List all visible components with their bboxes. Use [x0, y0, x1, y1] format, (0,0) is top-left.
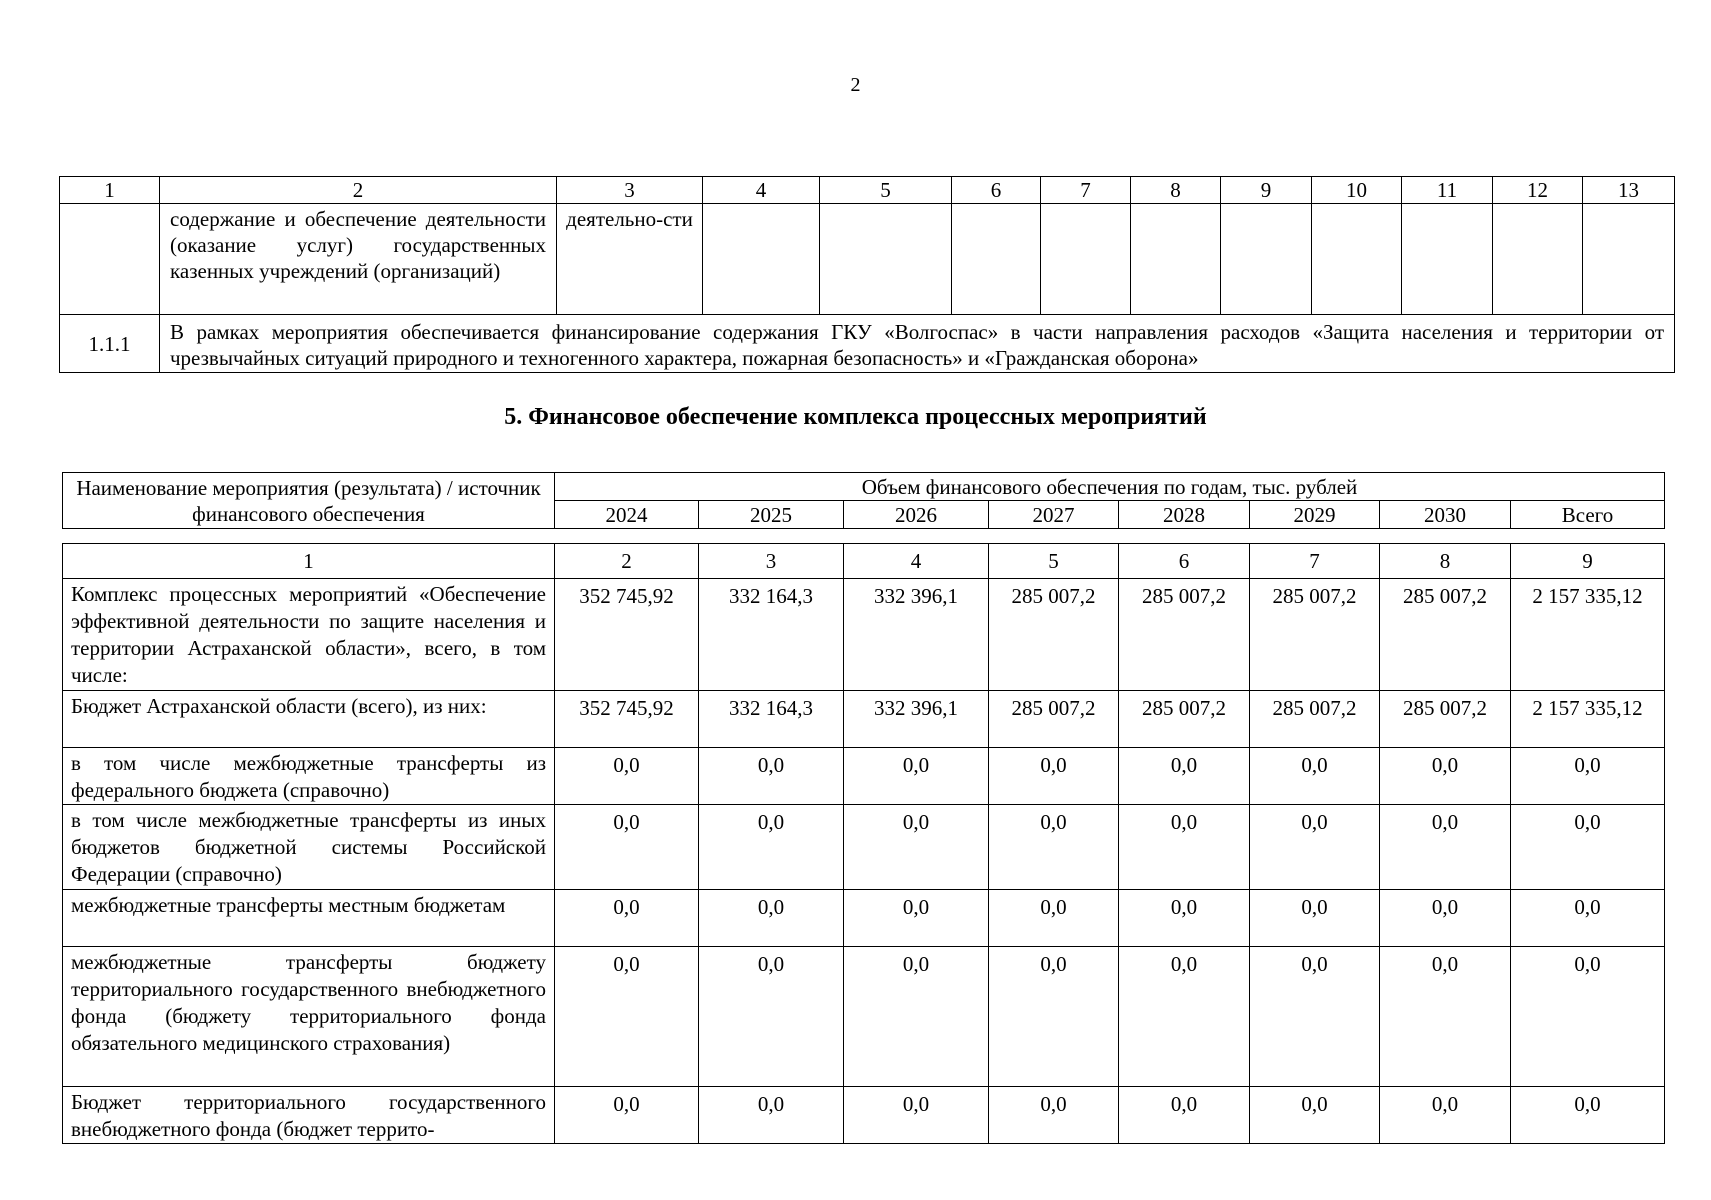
table1-col-number: 1	[60, 177, 160, 204]
funding-source-name-cell: в том числе межбюджетные трансферты из иных бюджетов бюджетной системы Российской Федерации (справочно)	[63, 805, 555, 890]
year-value-cell: 0,0	[844, 1087, 989, 1144]
total-value-cell: 0,0	[1511, 1087, 1665, 1144]
table1-col-number: 4	[703, 177, 820, 204]
funding-source-name-cell: межбюджетные трансферты местным бюджетам	[63, 890, 555, 947]
table-cell-empty	[703, 204, 820, 315]
year-value-cell: 285 007,2	[1250, 579, 1380, 691]
table-row	[63, 579, 1665, 691]
column-number-cell: 5	[989, 544, 1119, 579]
column-number-cell: 1	[63, 544, 555, 579]
year-value-cell: 0,0	[1380, 1087, 1511, 1144]
section-title: 5. Финансовое обеспечение комплекса процессных мероприятий	[504, 404, 1207, 430]
year-value-cell: 0,0	[989, 748, 1119, 805]
table1-col-number: 12	[1493, 177, 1583, 204]
year-value-cell: 285 007,2	[1119, 691, 1250, 748]
year-value-cell: 0,0	[844, 947, 989, 1087]
year-value-cell: 0,0	[1119, 947, 1250, 1087]
financing-header-row-1	[63, 473, 1665, 501]
year-value-cell: 332 396,1	[844, 691, 989, 748]
table-cell-empty	[1221, 204, 1312, 315]
year-value-cell: 0,0	[1380, 748, 1511, 805]
year-value-cell: 0,0	[555, 947, 699, 1087]
year-value-cell: 0,0	[1250, 1087, 1380, 1144]
year-value-cell: 0,0	[1119, 805, 1250, 890]
total-value-cell: 2 157 335,12	[1511, 691, 1665, 748]
table1-col-number: 3	[557, 177, 703, 204]
row-number-cell: 1.1.1	[60, 315, 160, 373]
total-value-cell: 0,0	[1511, 805, 1665, 890]
year-value-cell: 0,0	[1119, 1087, 1250, 1144]
page-number: 2	[850, 74, 861, 96]
table1-col-number: 10	[1312, 177, 1402, 204]
year-value-cell: 0,0	[1380, 947, 1511, 1087]
table-cell-empty	[1583, 204, 1675, 315]
year-value-cell: 0,0	[1380, 805, 1511, 890]
year-header-cell: 2030	[1380, 501, 1511, 529]
table-cell-empty	[1312, 204, 1402, 315]
year-value-cell: 285 007,2	[1380, 691, 1511, 748]
year-value-cell: 332 396,1	[844, 579, 989, 691]
year-value-cell: 0,0	[1250, 890, 1380, 947]
column-number-cell: 9	[1511, 544, 1665, 579]
table-row	[63, 691, 1665, 748]
row-description-cell: В рамках мероприятия обеспечивается финансирование содержания ГКУ «Волгоспас» в части направления расходов «Защита населения и территории от чрезвычайных ситуаций природного и техногенного характера, пожарная безопасность» и «Гражданская оборона»	[160, 315, 1675, 373]
table-cell-empty	[1131, 204, 1221, 315]
year-value-cell: 332 164,3	[699, 691, 844, 748]
year-value-cell: 0,0	[1119, 748, 1250, 805]
table-cell-empty	[820, 204, 952, 315]
year-value-cell: 0,0	[699, 805, 844, 890]
year-value-cell: 0,0	[989, 805, 1119, 890]
table-cell-empty	[1493, 204, 1583, 315]
total-header-cell: Всего	[1511, 501, 1665, 529]
year-header-cell: 2025	[699, 501, 844, 529]
year-value-cell: 332 164,3	[699, 579, 844, 691]
year-header-cell: 2024	[555, 501, 699, 529]
year-value-cell: 0,0	[989, 890, 1119, 947]
year-header-cell: 2029	[1250, 501, 1380, 529]
name-header-cell: Наименование мероприятия (результата) / источник финансового обеспечения	[63, 473, 555, 529]
table1-col-number: 11	[1402, 177, 1493, 204]
year-value-cell: 0,0	[555, 890, 699, 947]
activity-description-cell: содержание и обеспечение деятельности (оказание услуг) государственных казенных учреждений (организаций)	[160, 204, 557, 315]
financing-table	[62, 543, 1665, 1144]
year-value-cell: 285 007,2	[1119, 579, 1250, 691]
funding-source-name-cell: в том числе межбюджетные трансферты из федерального бюджета (справочно)	[63, 748, 555, 805]
year-value-cell: 0,0	[555, 748, 699, 805]
funding-source-name-cell: Бюджет Астраханской области (всего), из них:	[63, 691, 555, 748]
activity-type-cell: деятельно-сти	[557, 204, 703, 315]
year-header-cell: 2026	[844, 501, 989, 529]
year-value-cell: 0,0	[844, 805, 989, 890]
year-value-cell: 0,0	[989, 947, 1119, 1087]
year-value-cell: 0,0	[844, 748, 989, 805]
table-cell-empty	[952, 204, 1041, 315]
table1-row-continuation	[60, 204, 1675, 315]
year-value-cell: 0,0	[1119, 890, 1250, 947]
table-row	[63, 947, 1665, 1087]
year-value-cell: 352 745,92	[555, 579, 699, 691]
table1-row-1-1-1	[60, 315, 1675, 373]
table1-col-number: 2	[160, 177, 557, 204]
year-value-cell: 0,0	[699, 1087, 844, 1144]
column-number-cell: 6	[1119, 544, 1250, 579]
year-value-cell: 285 007,2	[989, 579, 1119, 691]
table1-col-number: 6	[952, 177, 1041, 204]
year-value-cell: 0,0	[699, 748, 844, 805]
table1-col-number: 8	[1131, 177, 1221, 204]
year-value-cell: 0,0	[844, 890, 989, 947]
year-header-cell: 2027	[989, 501, 1119, 529]
table-row	[63, 1087, 1665, 1144]
volume-header-cell: Объем финансового обеспечения по годам, тыс. рублей	[555, 473, 1665, 501]
year-value-cell: 0,0	[555, 1087, 699, 1144]
year-value-cell: 0,0	[1250, 805, 1380, 890]
column-number-cell: 3	[699, 544, 844, 579]
table1-header-row	[60, 177, 1675, 204]
table-row	[63, 748, 1665, 805]
total-value-cell: 2 157 335,12	[1511, 579, 1665, 691]
column-number-cell: 7	[1250, 544, 1380, 579]
table-cell-empty	[1402, 204, 1493, 315]
total-value-cell: 0,0	[1511, 748, 1665, 805]
year-value-cell: 0,0	[989, 1087, 1119, 1144]
table-row	[63, 805, 1665, 890]
year-value-cell: 285 007,2	[1380, 579, 1511, 691]
table-cell-empty	[60, 204, 160, 315]
financing-header-table	[62, 472, 1665, 529]
table1-col-number: 9	[1221, 177, 1312, 204]
total-value-cell: 0,0	[1511, 890, 1665, 947]
table1-col-number: 7	[1041, 177, 1131, 204]
financing-column-numbers-row	[63, 544, 1665, 579]
year-value-cell: 285 007,2	[989, 691, 1119, 748]
year-value-cell: 0,0	[1380, 890, 1511, 947]
table-cell-empty	[1041, 204, 1131, 315]
year-value-cell: 0,0	[699, 947, 844, 1087]
year-value-cell: 0,0	[1250, 748, 1380, 805]
year-value-cell: 285 007,2	[1250, 691, 1380, 748]
funding-source-name-cell: Комплекс процессных мероприятий «Обеспечение эффективной деятельности по защите населения и территории Астраханской области», всего, в том числе:	[63, 579, 555, 691]
year-value-cell: 0,0	[699, 890, 844, 947]
table-row	[63, 890, 1665, 947]
table1-col-number: 5	[820, 177, 952, 204]
year-value-cell: 352 745,92	[555, 691, 699, 748]
year-value-cell: 0,0	[1250, 947, 1380, 1087]
funding-source-name-cell: Бюджет территориального государственного внебюджетного фонда (бюджет террито-	[63, 1087, 555, 1144]
table1-col-number: 13	[1583, 177, 1675, 204]
funding-source-name-cell: межбюджетные трансферты бюджету территориального государственного внебюджетного фонда (бюджету территориального фонда обязательного медицинского страхования)	[63, 947, 555, 1087]
column-number-cell: 2	[555, 544, 699, 579]
column-number-cell: 8	[1380, 544, 1511, 579]
activities-table	[59, 176, 1675, 373]
total-value-cell: 0,0	[1511, 947, 1665, 1087]
column-number-cell: 4	[844, 544, 989, 579]
year-value-cell: 0,0	[555, 805, 699, 890]
year-header-cell: 2028	[1119, 501, 1250, 529]
